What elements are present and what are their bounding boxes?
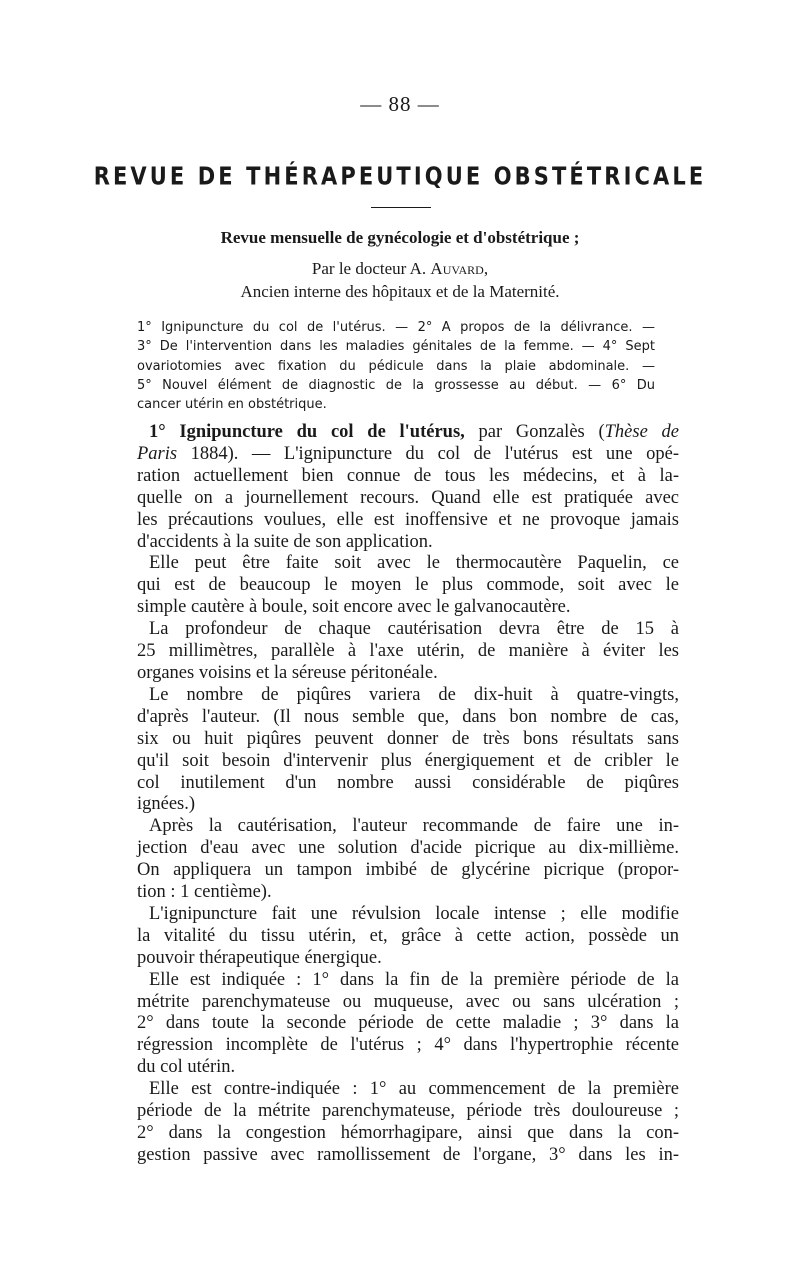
article-first-line [137, 422, 679, 444]
article-citation-place: Paris [137, 443, 178, 464]
article-line: L'ignipuncture fait une révulsion locale intense ; elle modifie [149, 903, 679, 924]
article-line: Le nombre de piqûres variera de dix-huit à quatre-vingts, [149, 684, 679, 705]
article-line: la vitalité du tissu utérin, et, grâce à cette action, possède un [137, 925, 679, 946]
article-line: ration actuellement bien connue de tous les médecins, et à la- [137, 465, 679, 486]
summary-line: cancer utérin en obstétrique. [137, 397, 327, 413]
article-line: qu'il soit besoin d'intervenir plus énergiquement et de cribler le [137, 750, 679, 771]
article-line: période de la métrite parenchymateuse, période très douloureuse ; [137, 1101, 679, 1122]
article-citation: par Gonzalès ( [464, 422, 605, 442]
article-line: 25 millimètres, parallèle à l'axe utérin, de manière à éviter les [137, 641, 679, 662]
summary-line: ovariotomies avec fixation du pédicule dans la plaie abdominale. — [137, 358, 655, 374]
article-line: Elle est contre-indiquée : 1° au commencement de la première [149, 1079, 679, 1100]
summary-line: 1° Ignipuncture du col de l'utérus. — 2° A propos de la délivrance. — [137, 320, 655, 335]
article-line: col inutilement d'un nombre aussi considérable de piqûres [137, 772, 679, 793]
article-line: régression incomplète de l'utérus ; 4° dans l'hypertrophie récente [137, 1035, 679, 1056]
author-title: Ancien interne des hôpitaux et de la Maternité. [240, 282, 560, 301]
article-line: qui est de beaucoup le moyen le plus commode, soit avec le [137, 575, 679, 596]
article-line: ignées.) [137, 794, 196, 815]
article-line: les précautions voulues, elle est inoffensive et ne provoque jamais [137, 509, 679, 530]
article-line: tion : 1 centième). [137, 882, 272, 903]
article-line: gestion passive avec ramollissement de l'organe, 3° dans les in- [137, 1144, 679, 1165]
article-second-line-text: 1884). — L'ignipuncture du col de l'utérus est une opé- [177, 443, 679, 464]
article-line: simple cautère à boule, soit encore avec le galvanocautère. [137, 597, 571, 618]
article-line: Elle peut être faite soit avec le thermocautère Paquelin, ce [149, 553, 679, 574]
article-line: Elle est indiquée : 1° dans la fin de la première période de la [149, 969, 679, 990]
author-name: Auvard, [430, 259, 489, 278]
journal-title: REVUE DE THÉRAPEUTIQUE OBSTÉTRICALE [93, 161, 707, 191]
article-line: quelle on a journellement recours. Quand elle est pratiquée avec [137, 487, 679, 508]
article-second-line [137, 444, 679, 466]
article-line: pouvoir thérapeutique énergique. [137, 947, 382, 968]
page-number: — 88 — [360, 92, 440, 116]
article-line: six ou huit piqûres peuvent donner de très bons résultats sans [137, 728, 679, 749]
title-divider [371, 207, 431, 208]
summary-line: 3° De l'intervention dans les maladies génitales de la femme. — 4° Sept [137, 339, 655, 355]
article-heading: 1° Ignipuncture du col de l'utérus, [149, 422, 465, 442]
article-line: organes voisins et la séreuse péritonéale. [137, 662, 438, 683]
article-citation-thesis: Thèse de [604, 422, 680, 442]
article-line: 2° dans toute la seconde période de cette maladie ; 3° dans la [137, 1013, 679, 1034]
article-line: 2° dans la congestion hémorrhagipare, ainsi que dans la con- [137, 1123, 679, 1143]
article-line: On appliquera un tampon imbibé de glycérine picrique (propor- [137, 860, 679, 881]
article-line: métrite parenchymateuse ou muqueuse, avec ou sans ulcération ; [137, 991, 679, 1012]
article-body [137, 422, 679, 1167]
article-line: d'après l'auteur. (Il nous semble que, dans bon nombre de cas, [137, 706, 679, 727]
author-prefix: Par le docteur A. [311, 259, 431, 278]
summary-block [137, 318, 655, 414]
article-line: jection d'eau avec une solution d'acide picrique au dix-millième. [137, 838, 679, 859]
article-line: La profondeur de chaque cautérisation devra être de 15 à [149, 619, 679, 640]
article-line: d'accidents à la suite de son application. [137, 531, 433, 552]
journal-subtitle: Revue mensuelle de gynécologie et d'obstétrique ; [220, 228, 580, 247]
summary-line: 5° Nouvel élément de diagnostic de la grossesse au début. — 6° Du [137, 377, 655, 393]
article-line: du col utérin. [137, 1057, 236, 1078]
author-line [0, 259, 800, 279]
article-line: Après la cautérisation, l'auteur recommande de faire une in- [149, 816, 679, 837]
